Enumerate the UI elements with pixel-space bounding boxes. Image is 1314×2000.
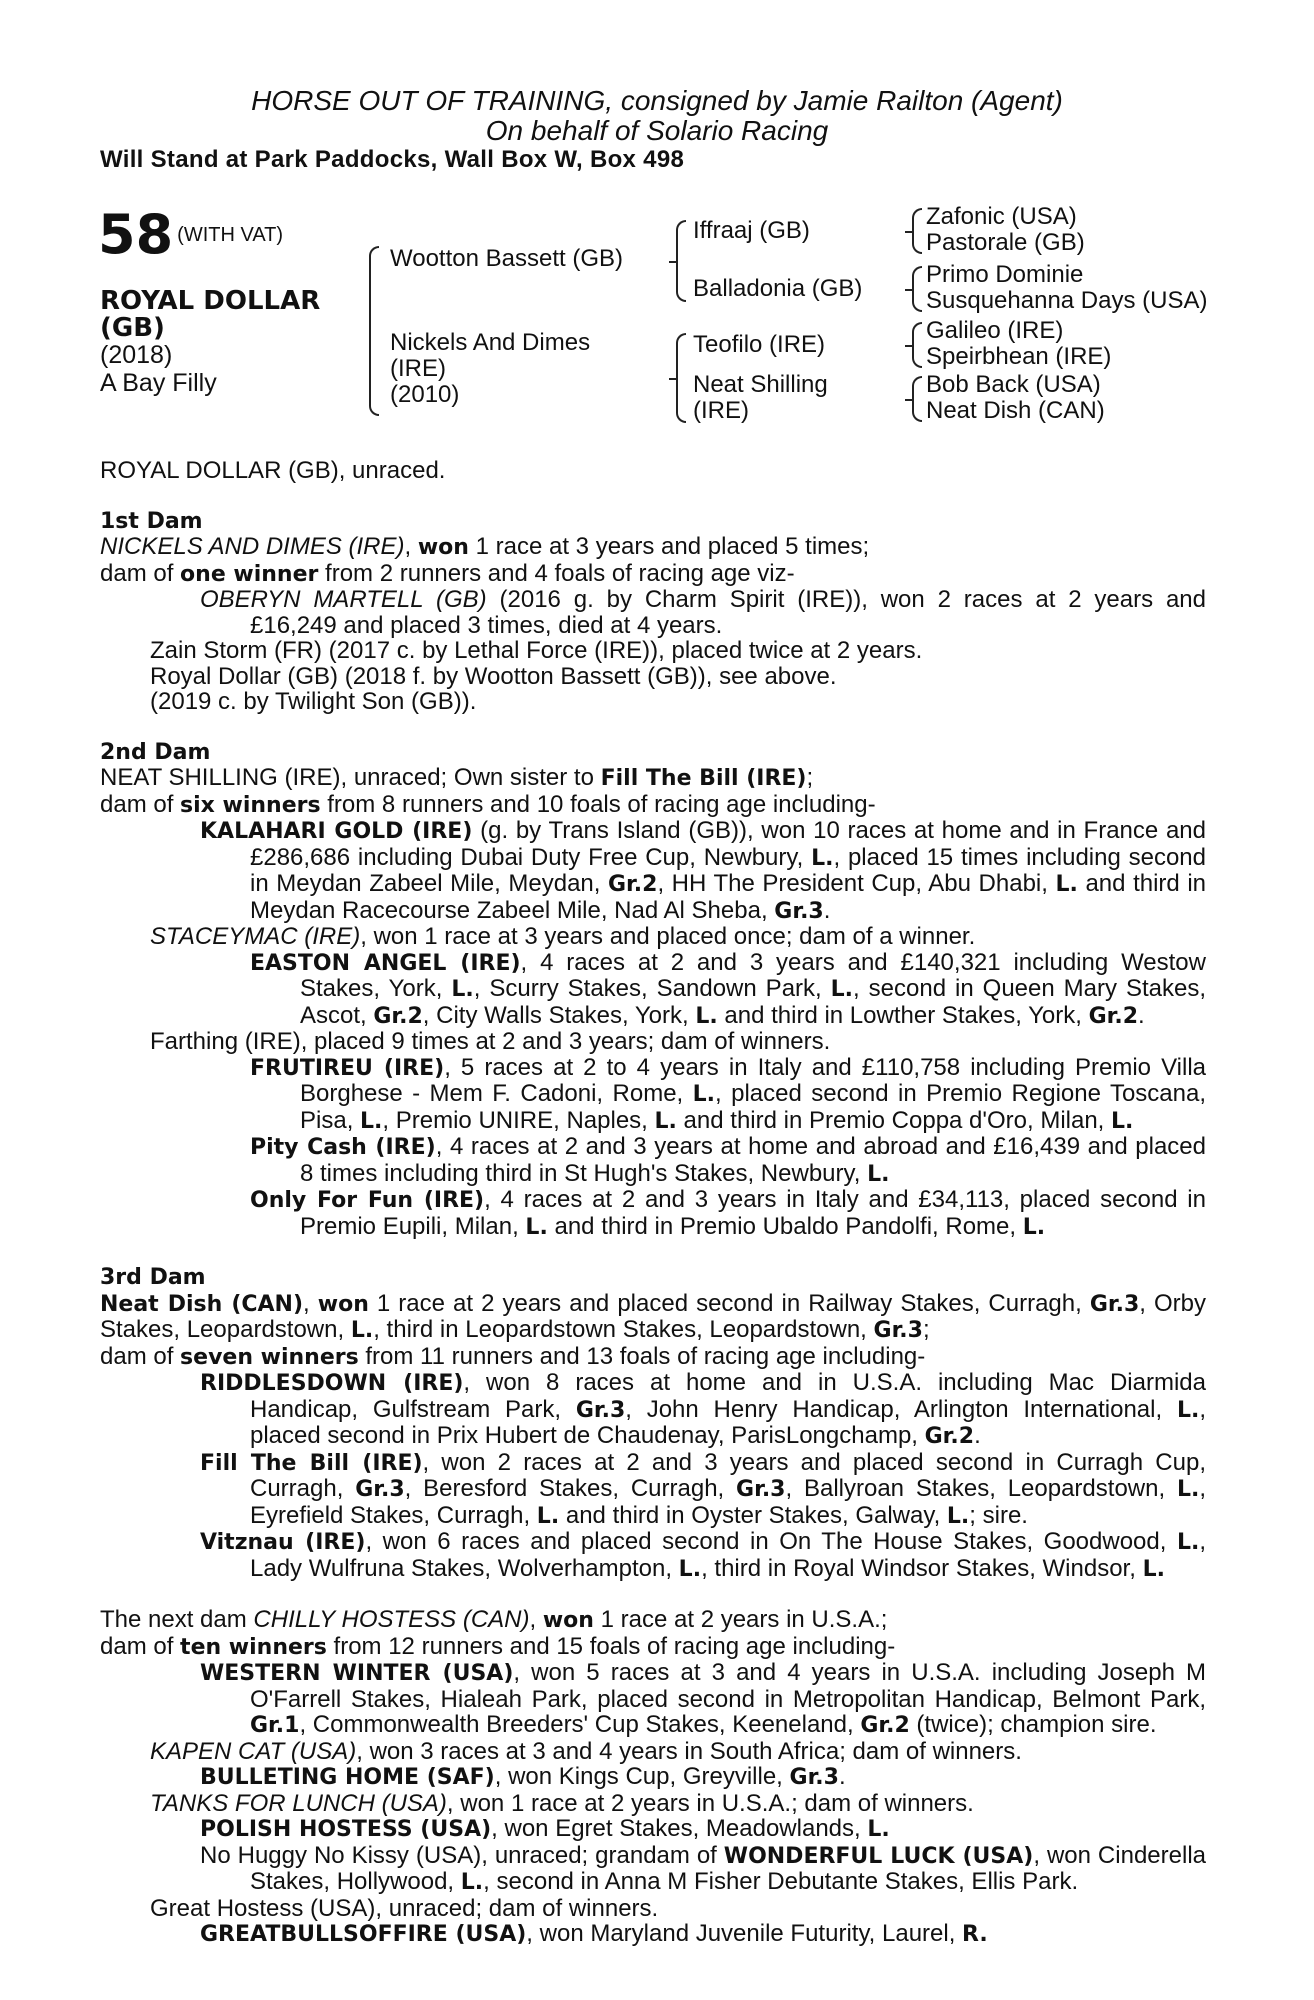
list-item: Great Hostess (USA), unraced; dam of winners. [150, 1894, 659, 1922]
ped-dam-line2: (IRE) [390, 355, 446, 382]
ped-dam-line3: (2010) [390, 381, 460, 408]
ped-g7: Bob Back (USA) [926, 371, 1101, 398]
horse-year: (2018) [100, 341, 173, 369]
ped-dam-dam-line2: (IRE) [693, 397, 749, 424]
pedigree-brace-g2 [912, 266, 922, 312]
list-item: RIDDLESDOWN (IRE), won 8 races at home and in U.S.A. including Mac Diarmida Handicap, Gulfstream Park, Gr.3, John Henry Handicap, Arlington International, L., placed second in Prix Hubert de Chaudenay, ParisLongchamp, Gr.2. [200, 1369, 1206, 1449]
second-dam-line: NEAT SHILLING (IRE), unraced; Own sister to Fill The Bill (IRE); [100, 764, 814, 791]
list-item: KAPEN CAT (USA), won 3 races at 3 and 4 years in South Africa; dam of winners. [150, 1737, 1022, 1765]
ped-g4: Susquehanna Days (USA) [926, 287, 1208, 314]
list-item: Royal Dollar (GB) (2018 f. by Wootton Bassett (GB)), see above. [150, 662, 837, 690]
horse-name [100, 288, 320, 342]
list-item: OBERYN MARTELL (GB) (2016 g. by Charm Spirit (IRE)), won 2 races at 2 years and £16,249 and placed 3 times, died at 4 years. [200, 586, 1206, 639]
horse-name-line1: ROYAL DOLLAR [100, 286, 321, 316]
ped-g3: Primo Dominie [926, 261, 1084, 288]
intro-line: ROYAL DOLLAR (GB), unraced. [100, 457, 446, 484]
ped-g5: Galileo (IRE) [926, 317, 1064, 344]
first-dam-title: 1st Dam [100, 508, 203, 534]
ped-sire: Wootton Bassett (GB) [390, 245, 623, 272]
pedigree-brace-g1 [912, 208, 922, 254]
list-item: STACEYMAC (IRE), won 1 race at 3 years and placed once; dam of a winner. [150, 923, 976, 950]
list-item: No Huggy No Kissy (USA), unraced; grandam of WONDERFUL LUCK (USA), won Cinderella Stakes, Hollywood, L., second in Anna M Fisher Debutante Stakes, Ellis Park. [200, 1841, 1206, 1895]
list-item: WESTERN WINTER (USA), won 5 races at 3 and 4 years in U.S.A. including Joseph M O'Farrell Stakes, Hialeah Park, placed second in Metropolitan Handicap, Belmont Park, Gr.1, Commonwealth Breeders' Cup Stakes, Keeneland, Gr.2 (twice); champion sire. [200, 1659, 1207, 1738]
list-item: FRUTIREU (IRE), 5 races at 2 to 4 years in Italy and £110,758 including Premio Villa Borghese - Mem F. Cadoni, Rome, L., placed second in Premio Regione Toscana, Pisa, L., Premio UNIRE, Naples, L. and third in Premio Coppa d'Oro, Milan, L. [250, 1053, 1207, 1134]
list-item: POLISH HOSTESS (USA), won Egret Stakes, Meadowlands, L. [200, 1815, 890, 1842]
list-item: BULLETING HOME (SAF), won Kings Cup, Greyville, Gr.3. [200, 1763, 846, 1790]
list-item: Pity Cash (IRE), 4 races at 2 and 3 years at home and abroad and £16,439 and placed 8 times including third in St Hugh's Stakes, Newbury, L. [250, 1133, 1206, 1187]
third-dam-title: 3rd Dam [100, 1265, 206, 1290]
first-dam-produce-line: dam of one winner from 2 runners and 4 foals of racing age viz- [100, 559, 795, 587]
ped-g6: Speirbhean (IRE) [926, 343, 1112, 370]
list-item: EASTON ANGEL (IRE), 4 races at 2 and 3 years and £140,321 including Westow Stakes, York, L., Scurry Stakes, Sandown Park, L., second in Queen Mary Stakes, Ascot, Gr.2, City Walls Stakes, York, L. and third in Lowther Stakes, York, Gr.2. [250, 948, 1206, 1029]
list-item: Only For Fun (IRE), 4 races at 2 and 3 years in Italy and £34,113, placed second in Premio Eupili, Milan, L. and third in Premio Ubaldo Pandolfi, Rome, L. [250, 1186, 1206, 1240]
next-dam-produce-line: dam of ten winners from 12 runners and 15 foals of racing age including- [100, 1632, 896, 1660]
second-dam-produce-line: dam of six winners from 8 runners and 10 foals of racing age including- [100, 790, 876, 818]
third-dam-line: Neat Dish (CAN), won 1 race at 2 years and placed second in Railway Stakes, Curragh, Gr.3, Orby Stakes, Leopardstown, L., third in Leopardstown Stakes, Leopardstown, Gr.3; [100, 1289, 1206, 1343]
pedigree-brace-sire [676, 220, 686, 302]
list-item: Fill The Bill (IRE), won 2 races at 2 and 3 years and placed second in Curragh Cup, Curragh, Gr.3, Beresford Stakes, Curragh, Gr.3, Ballyroan Stakes, Leopardstown, L., Eyrefield Stakes, Curragh, L. and third in Oyster Stakes, Galway, L.; sire. [200, 1448, 1207, 1529]
second-dam-title: 2nd Dam [100, 739, 211, 765]
stand-location: Will Stand at Park Paddocks, Wall Box W, Box 498 [100, 146, 685, 173]
list-item: GREATBULLSOFFIRE (USA), won Maryland Juvenile Futurity, Laurel, R. [200, 1920, 988, 1947]
ped-sire-sire: Iffraaj (GB) [693, 217, 810, 244]
lot-number [98, 203, 284, 266]
pedigree-brace-g4 [912, 376, 922, 422]
ped-sire-dam: Balladonia (GB) [693, 275, 863, 302]
lot-number-value: 58 [98, 203, 174, 266]
pedigree-brace-g3 [912, 322, 922, 368]
list-item: TANKS FOR LUNCH (USA), won 1 race at 2 years in U.S.A.; dam of winners. [150, 1789, 974, 1817]
ped-dam-line1: Nickels And Dimes [390, 329, 591, 356]
catalogue-body [100, 458, 1206, 1948]
list-item: Farthing (IRE), placed 9 times at 2 and 3 years; dam of winners. [150, 1028, 831, 1055]
ped-g8: Neat Dish (CAN) [926, 397, 1105, 424]
ped-g2: Pastorale (GB) [926, 229, 1085, 256]
vat-label: (WITH VAT) [177, 224, 284, 246]
ped-g1: Zafonic (USA) [926, 203, 1077, 230]
ped-dam-dam-line1: Neat Shilling [693, 371, 828, 398]
third-dam-produce-line: dam of seven winners from 11 runners and 13 foals of racing age including- [100, 1342, 926, 1370]
ped-dam-dam [693, 372, 828, 424]
behalf-line: On behalf of Solario Racing [485, 115, 829, 146]
pedigree-brace-main [369, 246, 379, 416]
horse-name-line2: (GB) [100, 313, 165, 343]
list-item: Zain Storm (FR) (2017 c. by Lethal Force (IRE)), placed twice at 2 years. [150, 637, 923, 664]
pedigree-brace-dam [676, 333, 686, 423]
ped-dam [390, 330, 590, 408]
list-item: Vitznau (IRE), won 6 races and placed second in On The House Stakes, Goodwood, L., Lady Wulfruna Stakes, Wolverhampton, L., third in Royal Windsor Stakes, Windsor, L. [200, 1528, 1206, 1582]
horse-description: A Bay Filly [100, 369, 217, 397]
ped-dam-sire: Teofilo (IRE) [693, 331, 826, 358]
first-dam-line: NICKELS AND DIMES (IRE), won 1 race at 3 years and placed 5 times; [100, 533, 870, 560]
list-item: KALAHARI GOLD (IRE) (g. by Trans Island (GB)), won 10 races at home and in France and £286,686 including Dubai Duty Free Cup, Newbury, L., placed 15 times including second in Meydan Zabeel Mile, Meydan, Gr.2, HH The President Cup, Abu Dhabi, L. and third in Meydan Racecourse Zabeel Mile, Nad Al Sheba, Gr.3. [200, 817, 1207, 924]
list-item: (2019 c. by Twilight Son (GB)). [150, 688, 477, 715]
consignor-line: HORSE OUT OF TRAINING, consigned by Jamie Railton (Agent) [251, 85, 1063, 116]
next-dam-line: The next dam CHILLY HOSTESS (CAN), won 1 race at 2 years in U.S.A.; [100, 1606, 888, 1633]
